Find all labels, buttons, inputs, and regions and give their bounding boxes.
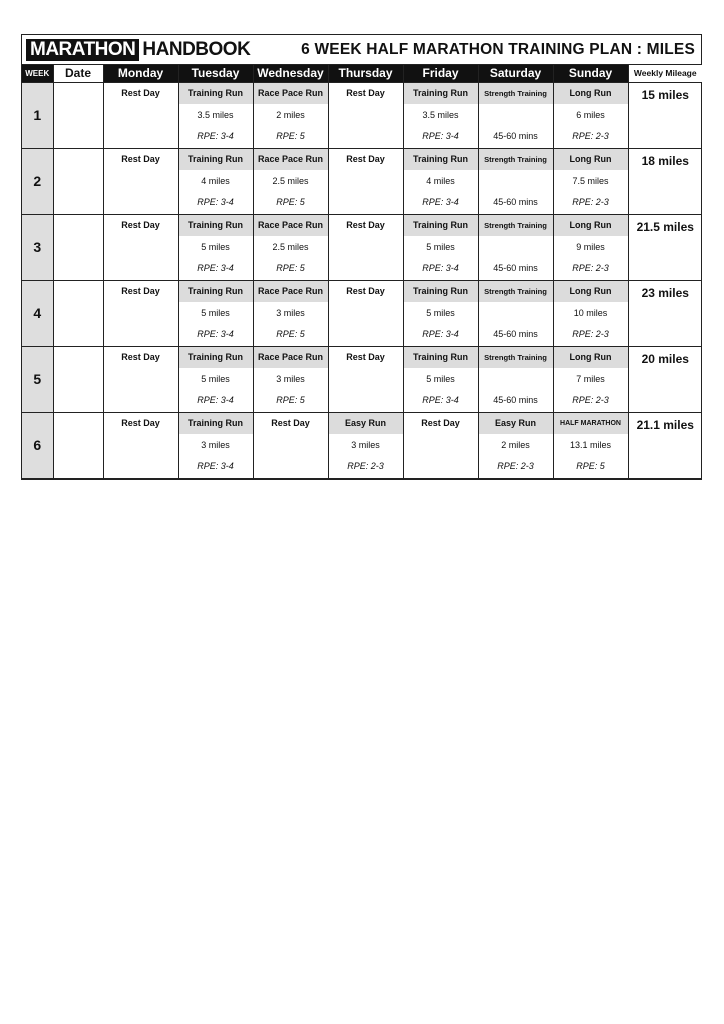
rpe-label bbox=[104, 258, 178, 280]
rpe-label: RPE: 3-4 bbox=[197, 131, 234, 142]
rpe-label: RPE: 2-3 bbox=[572, 263, 609, 274]
activity-label: Rest Day bbox=[346, 286, 385, 297]
distance-label: 3 miles bbox=[276, 307, 305, 318]
distance-label bbox=[104, 434, 178, 456]
distance-label: 2.5 miles bbox=[272, 175, 309, 186]
distance-label: 3.5 miles bbox=[197, 109, 234, 120]
activity-label: Rest Day bbox=[121, 352, 160, 363]
week-column-header: WEEK bbox=[22, 65, 53, 82]
distance-label bbox=[104, 302, 178, 324]
duration-label: 45-60 mins bbox=[493, 131, 538, 142]
weekly-mileage-cell bbox=[628, 412, 702, 478]
activity-label: Easy Run bbox=[329, 413, 403, 435]
day-cell-friday bbox=[403, 412, 478, 478]
day-column-header-thursday: Thursday bbox=[328, 65, 403, 82]
weekly-mileage-cell bbox=[628, 148, 702, 214]
training-plan-sheet bbox=[21, 34, 702, 480]
rpe-label: RPE: 3-4 bbox=[197, 461, 234, 472]
day-cell-sunday bbox=[553, 148, 628, 214]
day-column-header-friday: Friday bbox=[403, 65, 478, 82]
week-row bbox=[22, 214, 702, 280]
activity-label: Rest Day bbox=[346, 88, 385, 99]
activity-label: Long Run bbox=[554, 83, 628, 105]
distance-label: 4 miles bbox=[201, 175, 230, 186]
day-cell-wednesday bbox=[253, 346, 328, 412]
distance-label: 5 miles bbox=[201, 307, 230, 318]
activity-label: Rest Day bbox=[121, 88, 160, 99]
date-cell[interactable] bbox=[53, 214, 103, 280]
rpe-label bbox=[404, 456, 478, 478]
day-cell-saturday bbox=[478, 214, 553, 280]
day-cell-saturday bbox=[478, 412, 553, 478]
rpe-label bbox=[329, 390, 403, 412]
weekly-mileage-value: 23 miles bbox=[641, 285, 689, 300]
distance-label bbox=[404, 434, 478, 456]
week-row bbox=[22, 280, 702, 346]
day-column-header-monday: Monday bbox=[103, 65, 178, 82]
plan-body bbox=[22, 82, 702, 478]
weekly-mileage-value: 15 miles bbox=[641, 87, 689, 102]
rpe-label: RPE: 2-3 bbox=[572, 395, 609, 406]
activity-label: Strength Training bbox=[479, 83, 553, 105]
day-cell-sunday bbox=[553, 412, 628, 478]
rpe-label bbox=[104, 192, 178, 214]
rpe-label: RPE: 2-3 bbox=[347, 461, 384, 472]
distance-label bbox=[254, 434, 328, 456]
rpe-label bbox=[329, 192, 403, 214]
distance-label bbox=[329, 368, 403, 390]
activity-label: Rest Day bbox=[346, 220, 385, 231]
day-cell-thursday bbox=[328, 214, 403, 280]
date-cell[interactable] bbox=[53, 412, 103, 478]
rpe-label bbox=[254, 456, 328, 478]
activity-label: Long Run bbox=[554, 347, 628, 369]
day-cell-thursday bbox=[328, 82, 403, 148]
document-title: 6 WEEK HALF MARATHON TRAINING PLAN : MILES bbox=[301, 40, 695, 58]
activity-label: Training Run bbox=[179, 83, 253, 105]
distance-label bbox=[479, 302, 553, 324]
duration-label: 45-60 mins bbox=[493, 197, 538, 208]
duration-label: 45-60 mins bbox=[493, 329, 538, 340]
logo-handbook-text: HANDBOOK bbox=[142, 38, 251, 60]
activity-label: Training Run bbox=[179, 347, 253, 369]
distance-label: 10 miles bbox=[573, 307, 608, 318]
week-row bbox=[22, 346, 702, 412]
day-column-header-wednesday: Wednesday bbox=[253, 65, 328, 82]
activity-label: Training Run bbox=[179, 149, 253, 171]
day-cell-tuesday bbox=[178, 214, 253, 280]
weekly-mileage-value: 20 miles bbox=[641, 351, 689, 366]
logo-marathon-text: MARATHON bbox=[26, 39, 139, 61]
activity-label: HALF MARATHON bbox=[554, 413, 628, 435]
rpe-label bbox=[329, 324, 403, 346]
rpe-label: RPE: 2-3 bbox=[572, 329, 609, 340]
day-cell-wednesday bbox=[253, 412, 328, 478]
duration-label: 45-60 mins bbox=[493, 395, 538, 406]
day-cell-monday bbox=[103, 82, 178, 148]
day-cell-sunday bbox=[553, 82, 628, 148]
week-number: 6 bbox=[22, 412, 53, 478]
activity-label: Race Pace Run bbox=[254, 149, 328, 171]
date-column-header: Date bbox=[53, 65, 103, 82]
distance-label bbox=[329, 302, 403, 324]
day-cell-friday bbox=[403, 346, 478, 412]
activity-label: Rest Day bbox=[121, 220, 160, 231]
marathon-handbook-logo bbox=[26, 39, 253, 61]
day-cell-wednesday bbox=[253, 214, 328, 280]
distance-label: 5 miles bbox=[426, 307, 455, 318]
day-cell-wednesday bbox=[253, 82, 328, 148]
activity-label: Race Pace Run bbox=[254, 215, 328, 237]
distance-label bbox=[479, 104, 553, 126]
weekly-mileage-cell bbox=[628, 82, 702, 148]
day-cell-thursday bbox=[328, 148, 403, 214]
rpe-label bbox=[104, 456, 178, 478]
distance-label bbox=[479, 170, 553, 192]
activity-label: Rest Day bbox=[121, 154, 160, 165]
week-number: 3 bbox=[22, 214, 53, 280]
day-cell-thursday bbox=[328, 280, 403, 346]
duration-label: 45-60 mins bbox=[493, 263, 538, 274]
rpe-label: RPE: 2-3 bbox=[572, 131, 609, 142]
day-cell-friday bbox=[403, 280, 478, 346]
activity-label: Training Run bbox=[179, 281, 253, 303]
day-cell-monday bbox=[103, 148, 178, 214]
day-cell-wednesday bbox=[253, 280, 328, 346]
activity-label: Training Run bbox=[179, 413, 253, 435]
activity-label: Training Run bbox=[404, 347, 478, 369]
day-column-header-sunday: Sunday bbox=[553, 65, 628, 82]
rpe-label: RPE: 2-3 bbox=[497, 461, 534, 472]
activity-label: Training Run bbox=[404, 215, 478, 237]
weekly-mileage-cell bbox=[628, 280, 702, 346]
rpe-label: RPE: 5 bbox=[276, 263, 305, 274]
day-cell-tuesday bbox=[178, 346, 253, 412]
day-cell-saturday bbox=[478, 280, 553, 346]
distance-label: 2.5 miles bbox=[272, 241, 309, 252]
activity-label: Rest Day bbox=[346, 352, 385, 363]
activity-label: Strength Training bbox=[479, 215, 553, 237]
distance-label bbox=[104, 170, 178, 192]
day-cell-monday bbox=[103, 412, 178, 478]
distance-label: 7 miles bbox=[576, 373, 605, 384]
date-cell[interactable] bbox=[53, 82, 103, 148]
rpe-label: RPE: 3-4 bbox=[422, 395, 459, 406]
weekly-mileage-column-header: Weekly Mileage bbox=[628, 65, 702, 82]
day-cell-tuesday bbox=[178, 82, 253, 148]
day-cell-tuesday bbox=[178, 280, 253, 346]
activity-label: Rest Day bbox=[121, 286, 160, 297]
week-number: 2 bbox=[22, 148, 53, 214]
distance-label: 3 miles bbox=[201, 439, 230, 450]
rpe-label: RPE: 3-4 bbox=[197, 197, 234, 208]
week-row bbox=[22, 412, 702, 478]
rpe-label bbox=[104, 126, 178, 148]
distance-label: 5 miles bbox=[426, 241, 455, 252]
rpe-label: RPE: 5 bbox=[576, 461, 605, 472]
activity-label: Strength Training bbox=[479, 347, 553, 369]
activity-label: Race Pace Run bbox=[254, 83, 328, 105]
distance-label: 7.5 miles bbox=[572, 175, 609, 186]
distance-label bbox=[329, 170, 403, 192]
day-cell-tuesday bbox=[178, 148, 253, 214]
weekly-mileage-value: 21.1 miles bbox=[636, 417, 694, 432]
distance-label: 3 miles bbox=[351, 439, 380, 450]
weekly-mileage-value: 21.5 miles bbox=[636, 219, 694, 234]
activity-label: Training Run bbox=[179, 215, 253, 237]
day-cell-sunday bbox=[553, 346, 628, 412]
activity-label: Rest Day bbox=[421, 418, 460, 429]
distance-label: 4 miles bbox=[426, 175, 455, 186]
activity-label: Easy Run bbox=[479, 413, 553, 435]
distance-label bbox=[329, 236, 403, 258]
rpe-label: RPE: 3-4 bbox=[422, 329, 459, 340]
distance-label: 5 miles bbox=[426, 373, 455, 384]
distance-label bbox=[479, 368, 553, 390]
activity-label: Strength Training bbox=[479, 149, 553, 171]
distance-label: 9 miles bbox=[576, 241, 605, 252]
distance-label bbox=[104, 104, 178, 126]
week-number: 1 bbox=[22, 82, 53, 148]
day-cell-sunday bbox=[553, 280, 628, 346]
weekly-mileage-value: 18 miles bbox=[641, 153, 689, 168]
distance-label: 2 miles bbox=[276, 109, 305, 120]
activity-label: Long Run bbox=[554, 149, 628, 171]
week-row bbox=[22, 148, 702, 214]
distance-label: 5 miles bbox=[201, 241, 230, 252]
rpe-label bbox=[104, 324, 178, 346]
week-number: 4 bbox=[22, 280, 53, 346]
day-cell-thursday bbox=[328, 346, 403, 412]
activity-label: Rest Day bbox=[346, 154, 385, 165]
week-row bbox=[22, 82, 702, 148]
rpe-label: RPE: 3-4 bbox=[197, 395, 234, 406]
distance-label: 5 miles bbox=[201, 373, 230, 384]
distance-label bbox=[104, 236, 178, 258]
rpe-label bbox=[329, 258, 403, 280]
activity-label: Race Pace Run bbox=[254, 347, 328, 369]
header-bar bbox=[22, 35, 701, 65]
rpe-label: RPE: 5 bbox=[276, 197, 305, 208]
rpe-label: RPE: 3-4 bbox=[197, 263, 234, 274]
activity-label: Strength Training bbox=[479, 281, 553, 303]
day-cell-sunday bbox=[553, 214, 628, 280]
distance-label: 6 miles bbox=[576, 109, 605, 120]
rpe-label: RPE: 5 bbox=[276, 395, 305, 406]
day-cell-friday bbox=[403, 214, 478, 280]
weekly-mileage-cell bbox=[628, 214, 702, 280]
rpe-label: RPE: 3-4 bbox=[422, 263, 459, 274]
date-cell[interactable] bbox=[53, 346, 103, 412]
day-column-header-tuesday: Tuesday bbox=[178, 65, 253, 82]
distance-label: 3 miles bbox=[276, 373, 305, 384]
date-cell[interactable] bbox=[53, 280, 103, 346]
rpe-label bbox=[329, 126, 403, 148]
day-column-header-saturday: Saturday bbox=[478, 65, 553, 82]
day-cell-friday bbox=[403, 148, 478, 214]
activity-label: Training Run bbox=[404, 83, 478, 105]
day-cell-monday bbox=[103, 346, 178, 412]
day-cell-tuesday bbox=[178, 412, 253, 478]
day-cell-monday bbox=[103, 214, 178, 280]
rpe-label bbox=[104, 390, 178, 412]
day-cell-saturday bbox=[478, 82, 553, 148]
rpe-label: RPE: 2-3 bbox=[572, 197, 609, 208]
column-header-row bbox=[22, 65, 702, 82]
distance-label: 13.1 miles bbox=[569, 439, 612, 450]
distance-label: 3.5 miles bbox=[422, 109, 459, 120]
distance-label bbox=[479, 236, 553, 258]
day-cell-saturday bbox=[478, 148, 553, 214]
date-cell[interactable] bbox=[53, 148, 103, 214]
distance-label bbox=[104, 368, 178, 390]
rpe-label: RPE: 3-4 bbox=[422, 131, 459, 142]
activity-label: Rest Day bbox=[271, 418, 310, 429]
activity-label: Long Run bbox=[554, 215, 628, 237]
day-cell-thursday bbox=[328, 412, 403, 478]
rpe-label: RPE: 5 bbox=[276, 131, 305, 142]
weekly-mileage-cell bbox=[628, 346, 702, 412]
distance-label bbox=[329, 104, 403, 126]
training-table bbox=[22, 65, 702, 479]
week-number: 5 bbox=[22, 346, 53, 412]
activity-label: Long Run bbox=[554, 281, 628, 303]
rpe-label: RPE: 5 bbox=[276, 329, 305, 340]
activity-label: Training Run bbox=[404, 281, 478, 303]
activity-label: Race Pace Run bbox=[254, 281, 328, 303]
day-cell-saturday bbox=[478, 346, 553, 412]
day-cell-friday bbox=[403, 82, 478, 148]
rpe-label: RPE: 3-4 bbox=[422, 197, 459, 208]
day-cell-monday bbox=[103, 280, 178, 346]
distance-label: 2 miles bbox=[501, 439, 530, 450]
activity-label: Training Run bbox=[404, 149, 478, 171]
rpe-label: RPE: 3-4 bbox=[197, 329, 234, 340]
activity-label: Rest Day bbox=[121, 418, 160, 429]
day-cell-wednesday bbox=[253, 148, 328, 214]
